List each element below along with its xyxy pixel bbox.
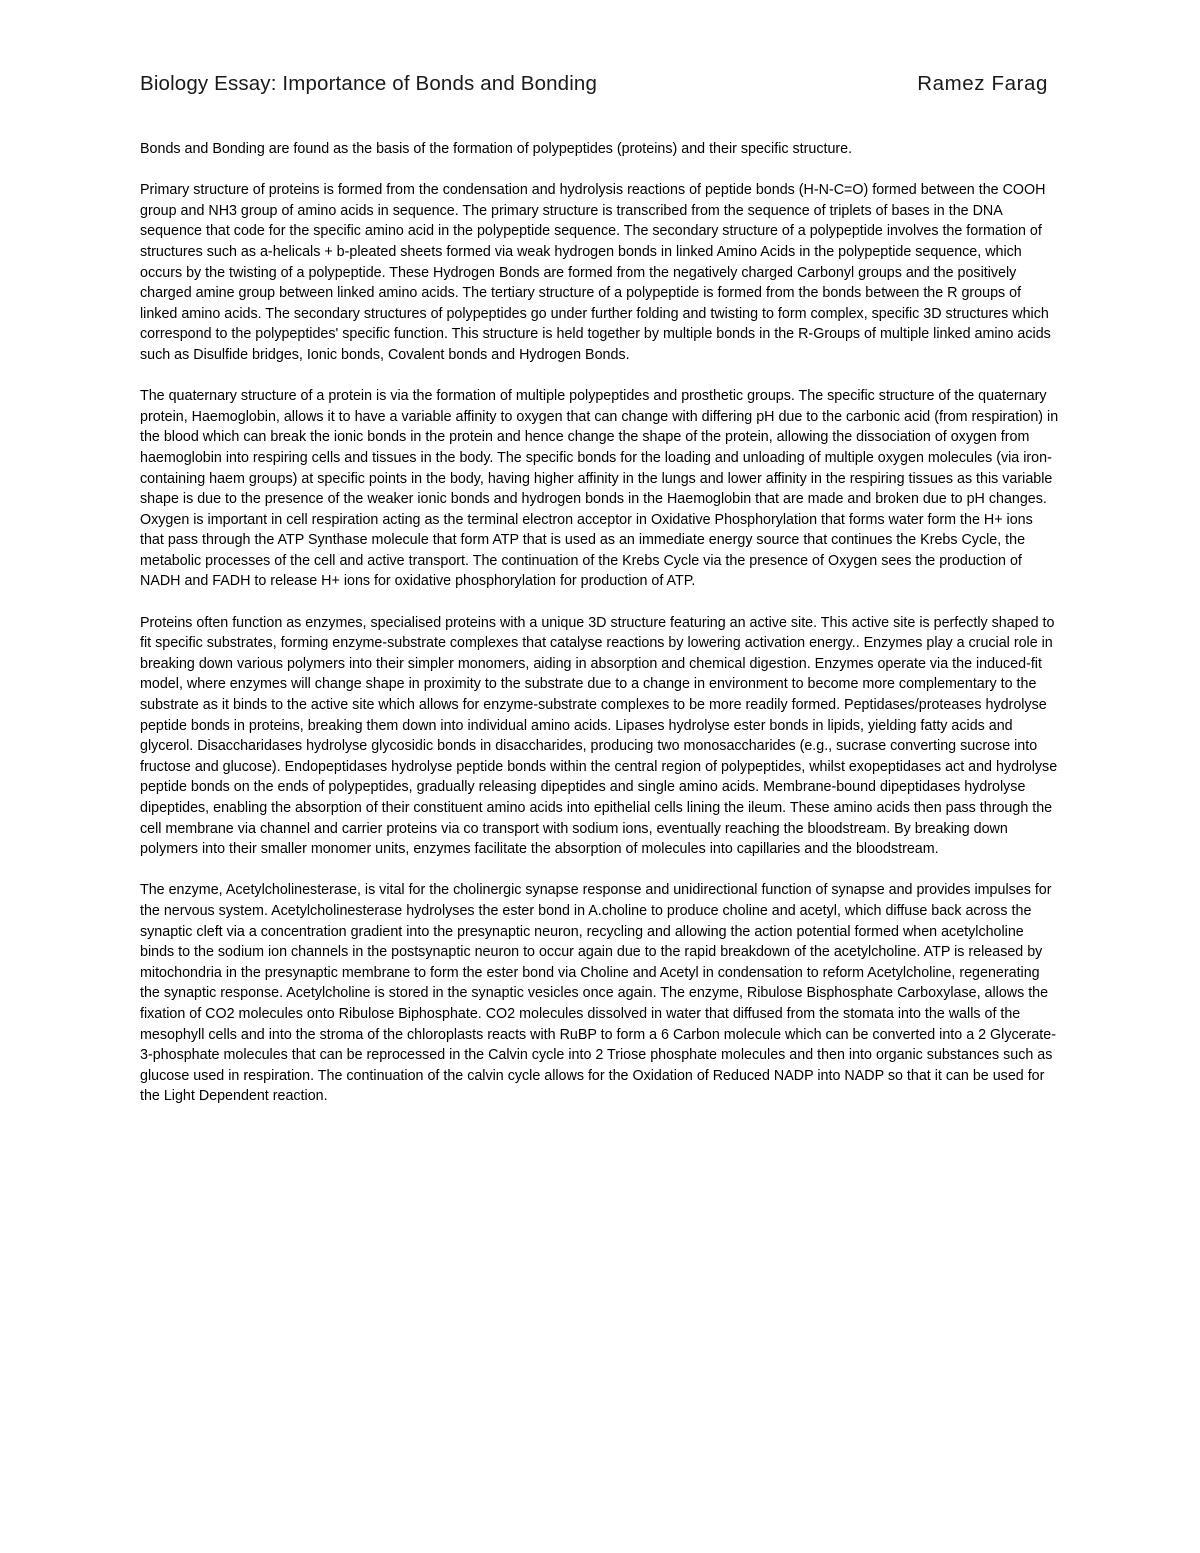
paragraph-protein-structure: Primary structure of proteins is formed from the condensation and hydrolysis reactions of peptide bonds (H-N-C=O) formed between the COOH group and NH3 group of amino acids in sequence. The primary structure is transcribed from the sequence of triplets of bases in the DNA sequence that code for the specific amino acid in the polypeptide sequence. The secondary structure of a polypeptide involves the formation of structures such as a-helicals + b-pleated sheets formed via weak hydrogen bonds in linked Amino Acids in the polypeptide sequence, which occurs by the twisting of a polypeptide. These Hydrogen Bonds are formed from the negatively charged Carbonyl groups and the positively charged amine group between linked amino acids. The tertiary structure of a polypeptide is formed from the bonds between the R groups of linked amino acids. The secondary structures of polypeptides go under further folding and twisting to form complex, specific 3D structures which correspond to the polypeptides' specific function. This structure is held together by multiple bonds in the R-Groups of multiple linked amino acids such as Disulfide bridges, Ionic bonds, Covalent bonds and Hydrogen Bonds.	[140, 182, 1051, 363]
page-header	[140, 70, 1048, 100]
author-name: Ramez Farag	[917, 72, 1048, 95]
essay-title: Biology Essay: Importance of Bonds and Bonding	[140, 72, 598, 95]
paragraph-quaternary-structure: The quaternary structure of a protein is via the formation of multiple polypeptides and prosthetic groups. The specific structure of the quaternary protein, Haemoglobin, allows it to have a variable affinity to oxygen that can change with differing pH due to the carbonic acid (from respiration) in the blood which can break the ionic bonds in the protein and hence change the shape of the protein, allowing the dissociation of oxygen from haemoglobin into respiring cells and tissues in the body. The specific bonds for the loading and unloading of multiple oxygen molecules (via iron-containing haem groups) at specific points in the body, having higher affinity in the lungs and lower affinity in the respiring tissues as this variable shape is due to the presence of the weaker ionic bonds and hydrogen bonds in the Haemoglobin that are made and broken due to pH changes. Oxygen is important in cell respiration acting as the terminal electron acceptor in Oxidative Phosphorylation that forms water form the H+ ions that pass through the ATP Synthase molecule that form ATP that is used as an immediate energy source that continues the Krebs Cycle, the metabolic processes of the cell and active transport. The continuation of the Krebs Cycle via the presence of Oxygen sees the production of NADH and FADH to release H+ ions for oxidative phosphorylation for production of ATP.	[140, 388, 1059, 590]
paragraph-intro: Bonds and Bonding are found as the basis of the formation of polypeptides (proteins) and their specific structure.	[140, 141, 853, 157]
paragraph-enzymes: Proteins often function as enzymes, specialised proteins with a unique 3D structure featuring an active site. This active site is perfectly shaped to fit specific substrates, forming enzyme-substrate complexes that catalyse reactions by lowering activation energy.. Enzymes play a crucial role in breaking down various polymers into their simpler monomers, aiding in absorption and chemical digestion. Enzymes operate via the induced-fit model, where enzymes will change shape in proximity to the substrate due to a change in environment to become more complementary to the substrate as it binds to the active site which allows for enzyme-substrate complexes to be more readily formed. Peptidases/proteases hydrolyse peptide bonds in proteins, breaking them down into individual amino acids. Lipases hydrolyse ester bonds in lipids, yielding fatty acids and glycerol. Disaccharidases hydrolyse glycosidic bonds in disaccharides, producing two monosaccharides (e.g., sucrase converting sucrose into fructose and glucose). Endopeptidases hydrolyse peptide bonds within the central region of polypeptides, whilst exopeptidases act and hydrolyse peptide bonds on the ends of polypeptides, gradually releasing dipeptides and single amino acids. Membrane-bound dipeptidases hydrolyse dipeptides, enabling the absorption of their constituent amino acids into epithelial cells lining the ileum. These amino acids then pass through the cell membrane via channel and carrier proteins via co transport with sodium ions, eventually reaching the bloodstream. By breaking down polymers into their smaller monomer units, enzymes facilitate the absorption of molecules into capillaries and the bloodstream.	[140, 614, 1058, 858]
essay-body	[140, 139, 1060, 1128]
paragraph-acetylcholinesterase: The enzyme, Acetylcholinesterase, is vital for the cholinergic synapse response and unidirectional function of synapse and provides impulses for the nervous system. Acetylcholinesterase hydrolyses the ester bond in A.choline to produce choline and acetyl, which diffuse back across the synaptic cleft via a concentration gradient into the presynaptic neuron, recycling and allowing the action potential formed when acetylcholine binds to the sodium ion channels in the postsynaptic neuron to occur again due to the rapid breakdown of the acetylcholine. ATP is released by mitochondria in the presynaptic membrane to form the ester bond via Choline and Acetyl in condensation to reform Acetylcholine, regenerating the synaptic response. Acetylcholine is stored in the synaptic vesicles once again. The enzyme, Ribulose Bisphosphate Carboxylase, allows the fixation of CO2 molecules onto Ribulose Biphosphate. CO2 molecules dissolved in water that diffused from the stomata into the walls of the mesophyll cells and into the stroma of the chloroplasts reacts with RuBP to form a 6 Carbon molecule which can be converted into a 2 Glycerate-3-phosphate molecules that can be reprocessed in the Calvin cycle into 2 Triose phosphate molecules and then into organic substances such as glucose used in respiration. The continuation of the calvin cycle allows for the Oxidation of Reduced NADP into NADP so that it can be used for the Light Dependent reaction.	[140, 882, 1056, 1105]
